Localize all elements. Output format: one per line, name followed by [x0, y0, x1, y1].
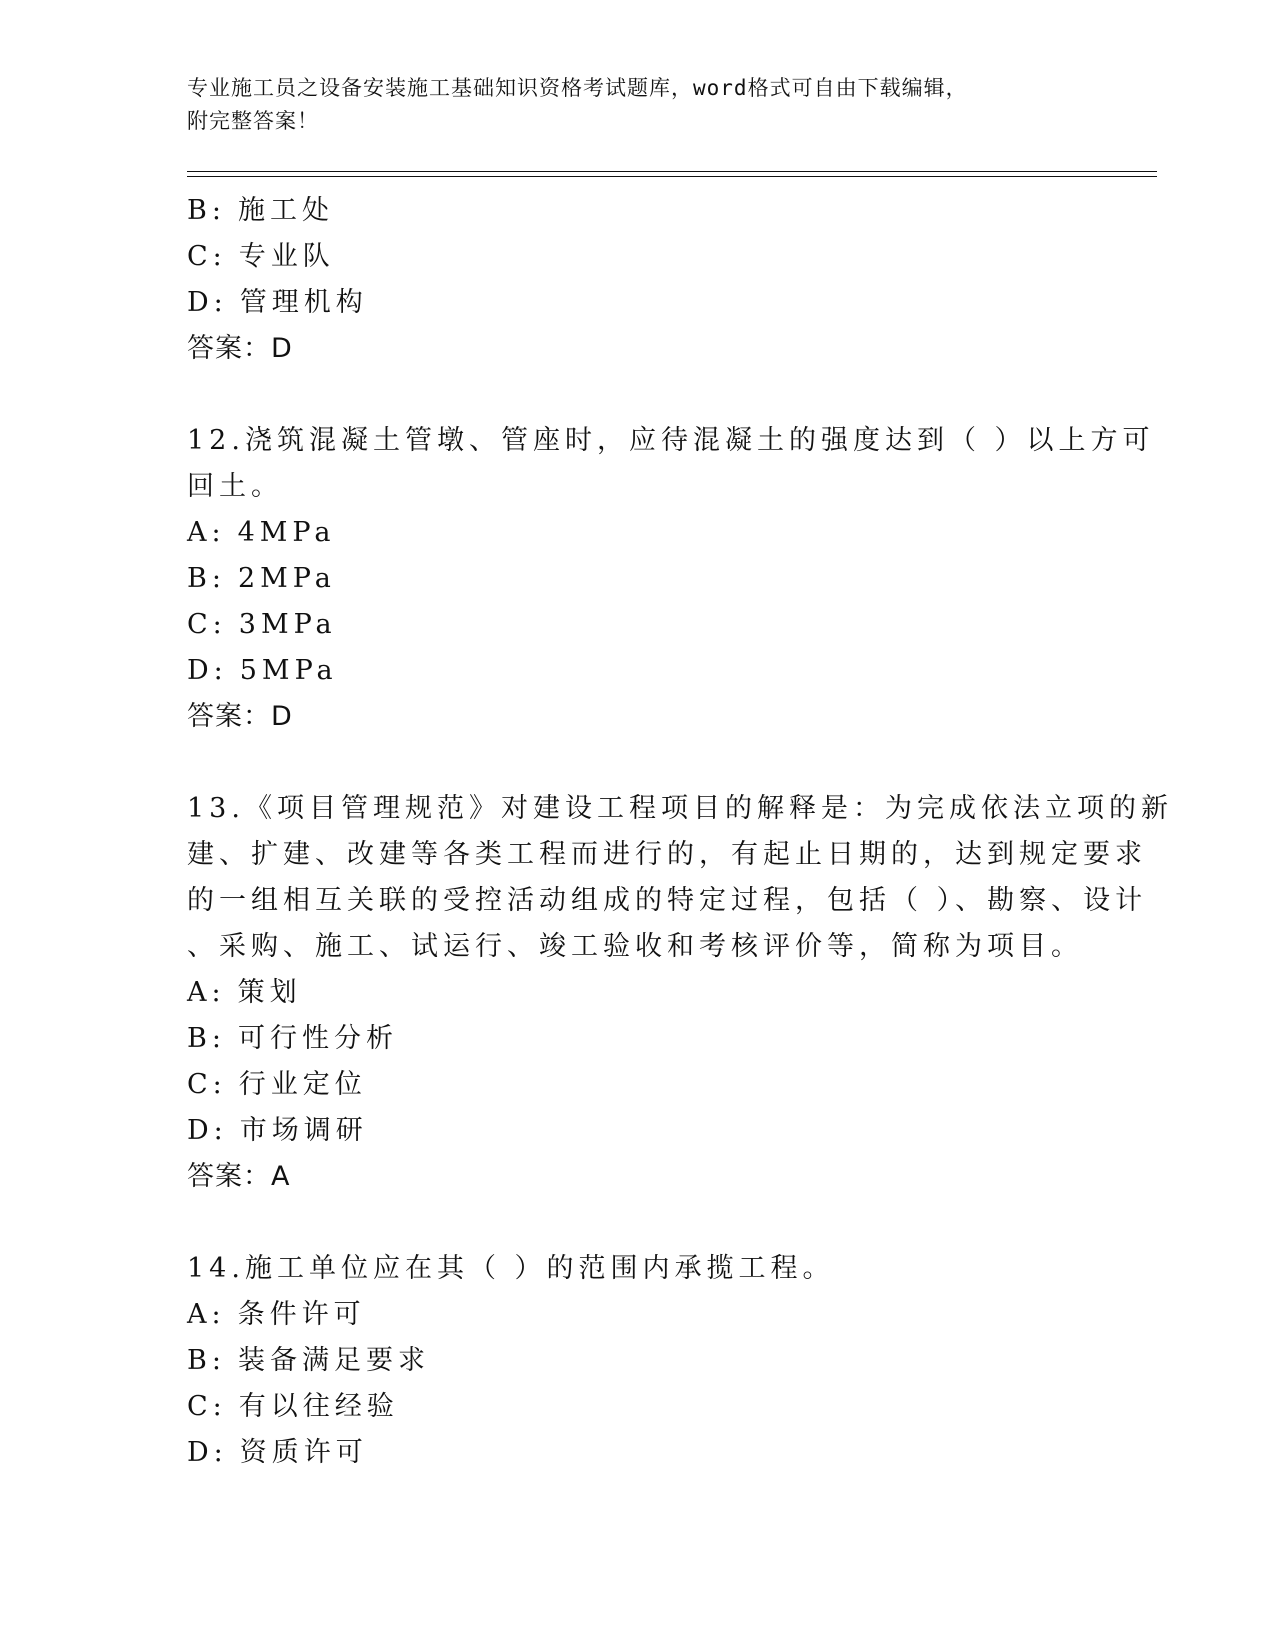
header-line-1: 专业施工员之设备安装施工基础知识资格考试题库，word格式可自由下载编辑，	[187, 76, 968, 100]
option-text: 装备满足要求	[237, 1345, 430, 1376]
option-d	[187, 1108, 1087, 1154]
answer-line: 答案：D	[187, 701, 293, 732]
question-stem-line: 14.施工单位应在其（ ）的范围内承揽工程。	[187, 1253, 835, 1284]
question-stem-line: 的一组相互关联的受控活动组成的特定过程，包括（ ）、勘察、设计	[187, 885, 1148, 916]
question-stem-line: 13.《项目管理规范》对建设工程项目的解释是：为完成依法立项的新	[187, 793, 1173, 824]
option-key: D:	[187, 1437, 228, 1468]
option-key: C:	[187, 241, 227, 272]
option-key: D:	[187, 287, 228, 318]
question-11-tail	[187, 188, 1087, 372]
document-header	[187, 72, 1087, 138]
option-b	[187, 1016, 1087, 1062]
question-stem-line: 建、扩建、改建等各类工程而进行的，有起止日期的，达到规定要求	[187, 839, 1147, 870]
option-c	[187, 1062, 1087, 1108]
question-stem-line: 12.浇筑混凝土管墩、管座时，应待混凝土的强度达到（ ）以上方可	[187, 425, 1155, 456]
answer-line: 答案：A	[187, 1161, 291, 1192]
question-stem-line: 回土。	[187, 471, 283, 502]
option-text: 3MPa	[238, 609, 337, 640]
option-text: 5MPa	[239, 655, 338, 686]
option-key: D:	[187, 655, 228, 686]
option-text: 2MPa	[237, 563, 336, 594]
option-key: D:	[187, 1115, 228, 1146]
header-line-2: 附完整答案！	[187, 109, 319, 133]
option-b	[187, 1338, 1087, 1384]
option-key: B:	[187, 1023, 226, 1054]
spacer	[187, 372, 1087, 418]
spacer	[187, 740, 1087, 786]
option-b	[187, 188, 1087, 234]
option-key: C:	[187, 1069, 227, 1100]
option-c	[187, 602, 1087, 648]
spacer	[187, 1200, 1087, 1246]
option-text: 行业定位	[238, 1069, 367, 1100]
option-key: A:	[187, 1299, 226, 1330]
option-text: 市场调研	[239, 1115, 368, 1146]
option-b	[187, 556, 1087, 602]
option-text: 4MPa	[237, 517, 336, 548]
header-rule-bottom	[187, 176, 1157, 177]
option-key: B:	[187, 563, 226, 594]
option-c	[187, 234, 1087, 280]
option-a	[187, 970, 1087, 1016]
option-d	[187, 280, 1087, 326]
option-key: B:	[187, 1345, 226, 1376]
option-a	[187, 510, 1087, 556]
option-d	[187, 1430, 1087, 1476]
option-text: 可行性分析	[237, 1023, 398, 1054]
option-text: 策划	[237, 977, 302, 1008]
header-rule-top	[187, 171, 1157, 172]
question-stem-line: 、采购、施工、试运行、竣工验收和考核评价等，简称为项目。	[187, 931, 1083, 962]
option-key: A:	[187, 977, 226, 1008]
question-content	[187, 188, 1173, 1476]
option-c	[187, 1384, 1087, 1430]
option-key: A:	[187, 517, 226, 548]
option-text: 管理机构	[239, 287, 368, 318]
option-text: 资质许可	[239, 1437, 368, 1468]
option-key: B:	[187, 195, 226, 226]
option-text: 有以往经验	[238, 1391, 399, 1422]
option-text: 专业队	[238, 241, 335, 272]
question-12	[187, 418, 1155, 740]
option-key: C:	[187, 609, 227, 640]
question-13	[187, 786, 1173, 1200]
option-d	[187, 648, 1087, 694]
option-text: 条件许可	[237, 1299, 366, 1330]
option-text: 施工处	[237, 195, 334, 226]
option-key: C:	[187, 1391, 227, 1422]
question-14	[187, 1246, 1087, 1476]
option-a	[187, 1292, 1087, 1338]
answer-line: 答案：D	[187, 333, 293, 364]
